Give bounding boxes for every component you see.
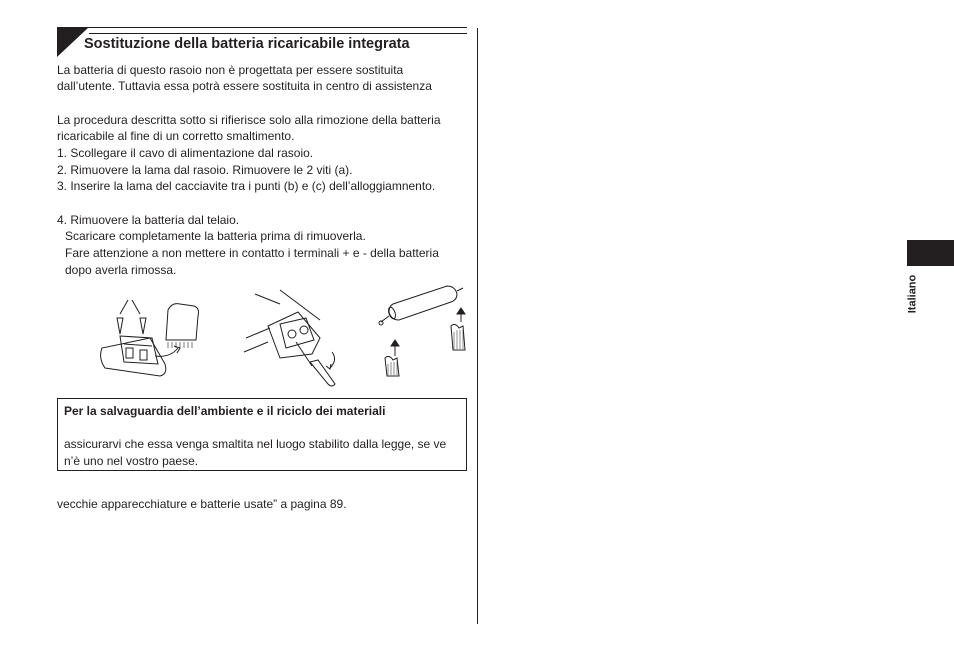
section-title: Sostituzione della batteria ricaricabile integrata: [84, 36, 410, 52]
notice-title: Per la salvaguardia dell’ambiente e il riciclo dei materiali: [64, 404, 386, 418]
blade-removal-illustration: [80, 296, 205, 381]
step-1: 1. Scollegare il cavo di alimentazione dal rasoio.: [57, 146, 314, 160]
procedure-line-2: ricaricabile al fine di un corretto smaltimento.: [57, 129, 295, 143]
notice-line-2: n’è uno nel vostro paese.: [64, 453, 199, 468]
step-4: 4. Rimuovere la batteria dal telaio.: [57, 213, 240, 227]
step-2: 2. Rimuovere la lama dal rasoio. Rimuovere le 2 viti (a).: [57, 163, 353, 177]
intro-line-2: dall’utente. Tuttavia essa potrà essere sostituita in centro di assistenza: [57, 79, 432, 93]
step-4-note-1: Scaricare completamente la batteria prima di rimuoverla.: [65, 229, 366, 243]
screwdriver-illustration: [240, 288, 365, 390]
language-tab-marker: [907, 240, 954, 266]
intro-line-1: La batteria di questo rasoio non è progettata per essere sostituita: [57, 63, 404, 77]
column-divider: [477, 28, 478, 624]
notice-line-1: assicurarvi che essa venga smaltita nel luogo stabilito dalla legge, se ve: [64, 437, 447, 451]
footer-reference: vecchie apparecchiature e batterie usate” a pagina 89.: [57, 497, 347, 511]
header-rule: [57, 27, 467, 28]
step-4-note-3: dopo averla rimossa.: [65, 263, 177, 277]
step-3: 3. Inserire la lama del cacciavite tra i punti (b) e (c) dell’alloggiamnento.: [57, 179, 436, 193]
language-label-text: Italiano: [906, 274, 919, 314]
procedure-line-1: La procedura descritta sotto si rifierisce solo alla rimozione della batteria: [57, 113, 441, 127]
header-rule-secondary: [89, 33, 467, 34]
battery-removal-illustration: [375, 280, 470, 380]
environment-notice-box: [57, 398, 467, 471]
notice-body: [64, 436, 446, 469]
step-4-note-2: Fare attenzione a non mettere in contatto i terminali + e - della batteria: [65, 246, 439, 260]
language-label: [905, 270, 923, 322]
